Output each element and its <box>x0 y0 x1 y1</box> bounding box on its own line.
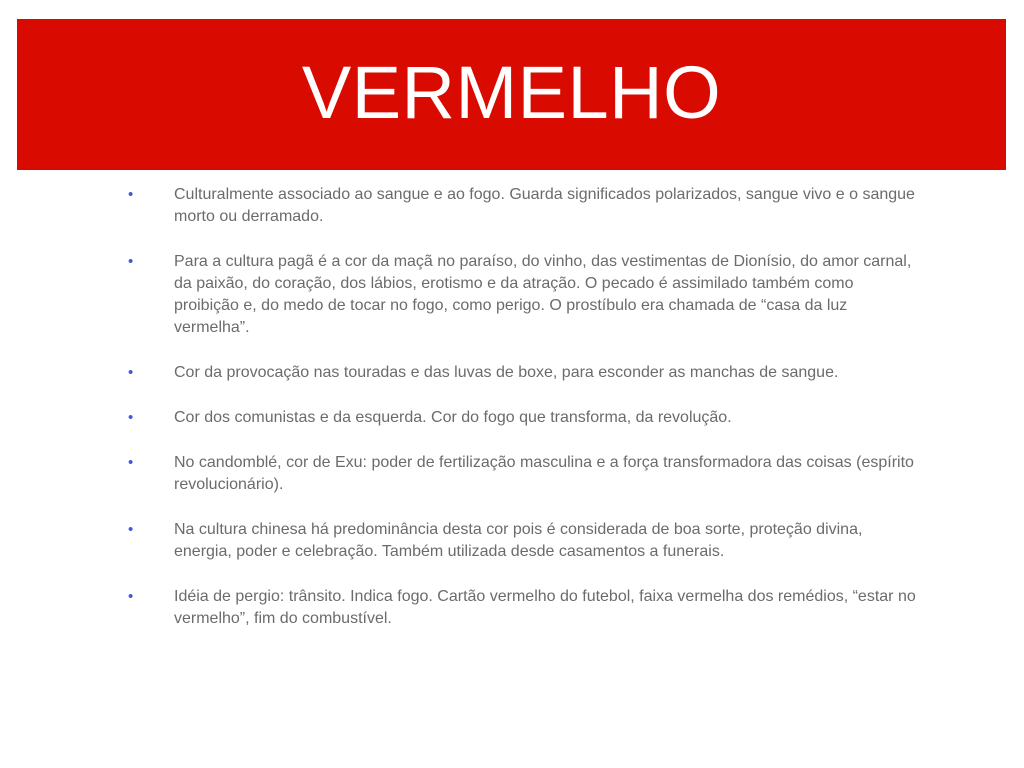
bullet-icon: • <box>128 364 134 381</box>
bullet-text: Na cultura chinesa há predominância desta cor pois é considerada de boa sorte, proteção divina, energia, poder e celebração. Também utilizada desde casamentos a funerais. <box>174 521 863 560</box>
bullet-text: Cor dos comunistas e da esquerda. Cor do fogo que transforma, da revolução. <box>174 409 732 426</box>
bullet-text: Culturalmente associado ao sangue e ao fogo. Guarda significados polarizados, sangue vivo e o sangue morto ou derramado. <box>174 186 915 225</box>
bullet-icon: • <box>128 454 134 471</box>
bullet-icon: • <box>128 253 134 270</box>
bullet-item <box>128 407 919 429</box>
bullet-text: No candomblé, cor de Exu: poder de fertilização masculina e a força transformadora das coisas (espírito revolucionário). <box>174 454 914 493</box>
slide-title: VERMELHO <box>301 50 722 134</box>
bullet-text: Idéia de pergio: trânsito. Indica fogo. Cartão vermelho do futebol, faixa vermelha dos remédios, “estar no vermelho”, fim do combustível. <box>174 588 916 627</box>
bullet-text: Para a cultura pagã é a cor da maçã no paraíso, do vinho, das vestimentas de Dionísio, do amor carnal, da paixão, do coração, dos lábios, erotismo e da atração. O pecado é assimilado também como proibição e, do medo de tocar no fogo, como perigo. O prostíbulo era chamada de “casa da luz vermelha”. <box>174 253 912 336</box>
bullet-item <box>128 586 919 630</box>
title-band <box>17 19 1006 170</box>
bullet-text: Cor da provocação nas touradas e das luvas de boxe, para esconder as manchas de sangue. <box>174 364 839 381</box>
bullet-icon: • <box>128 409 134 426</box>
bullet-item <box>128 184 919 228</box>
bullet-item <box>128 362 919 384</box>
bullet-list <box>128 184 919 653</box>
bullet-item <box>128 452 919 496</box>
bullet-icon: • <box>128 588 134 605</box>
bullet-item <box>128 251 919 339</box>
bullet-item <box>128 519 919 563</box>
bullet-icon: • <box>128 186 134 203</box>
bullet-icon: • <box>128 521 134 538</box>
